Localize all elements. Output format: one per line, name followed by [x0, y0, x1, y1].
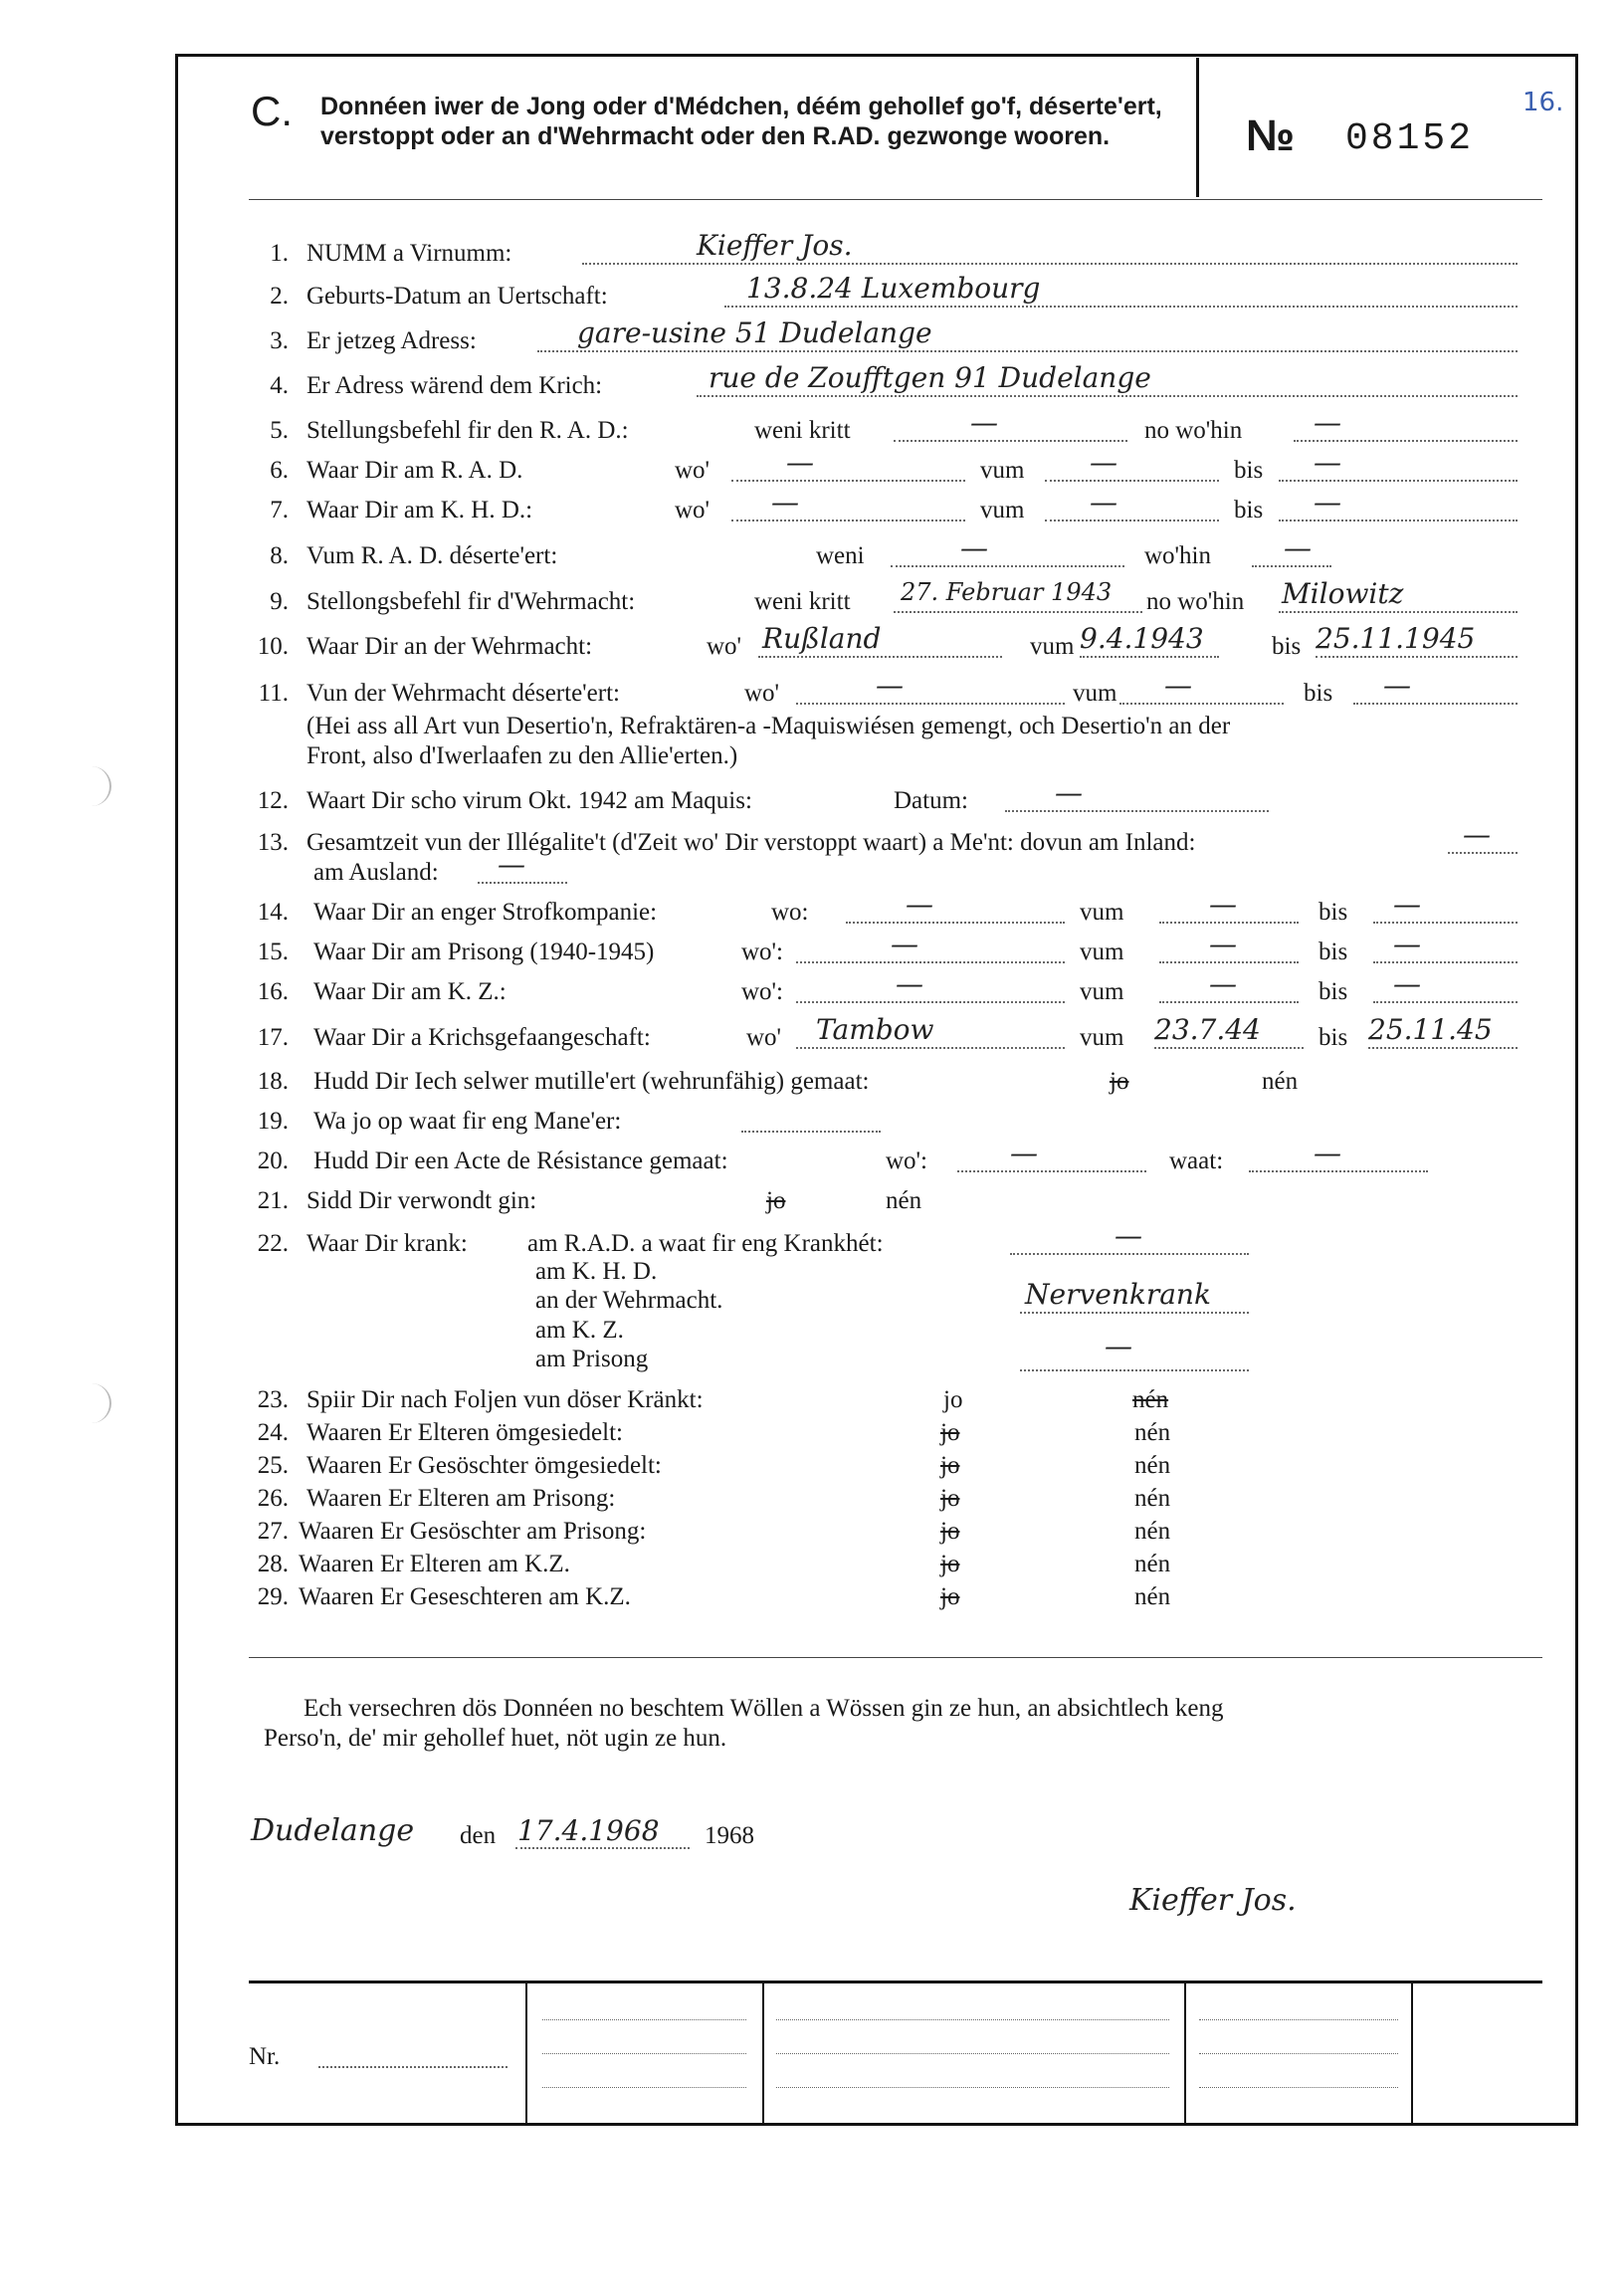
- blank-dash: —: [1090, 446, 1117, 479]
- section-title: Donnéen iwer de Jong oder d'Médchen, déém gehollef go'f, déserte'ert, verstoppt oder an d'Wehrmacht oder den R.AD. gezwonge wooren.: [320, 93, 1162, 150]
- field-value-pow-from: 23.7.44: [1154, 1013, 1261, 1046]
- field-label-wehrmacht-desert: Vun der Wehrmacht déserte'ert:: [306, 680, 620, 707]
- blank-dash: —: [786, 446, 814, 479]
- item-number: 22.: [257, 1230, 289, 1257]
- dotted-line: [1279, 611, 1518, 613]
- sub-label: vum: [980, 457, 1025, 484]
- sub-label: bis: [1319, 978, 1348, 1005]
- item-number: 3.: [270, 327, 289, 354]
- field-label-sick: Waar Dir krank:: [306, 1230, 468, 1257]
- field-label-rad: Waar Dir am R. A. D.: [306, 457, 523, 484]
- dotted-line: [1252, 565, 1331, 567]
- dotted-line: [1353, 703, 1518, 705]
- blank-dash: —: [1115, 1219, 1142, 1252]
- dotted-line: [478, 882, 567, 884]
- sub-label: vum: [1073, 680, 1117, 707]
- sub-label: vum: [1080, 899, 1124, 926]
- field-value-wehrmacht-where: Rußland: [762, 622, 882, 655]
- form-number: 08152: [1345, 117, 1475, 160]
- sub-label: weni kritt: [754, 417, 851, 444]
- field-label-resistance: Hudd Dir een Acte de Résistance gemaat:: [313, 1147, 728, 1174]
- blank-dash: —: [1314, 1137, 1341, 1169]
- dotted-line: [1373, 1001, 1518, 1003]
- dotted-line: [1316, 656, 1518, 658]
- item-number: 11.: [258, 680, 289, 707]
- item-number: 15.: [257, 938, 289, 965]
- header-divider: [1196, 58, 1199, 197]
- field-label-pow: Waar Dir a Krichsgefaangeschaft:: [313, 1024, 651, 1051]
- sub-label: wo': [707, 633, 742, 660]
- field-value-wehrmacht-to: 25.11.1945: [1316, 622, 1476, 655]
- item-number: 19.: [257, 1108, 289, 1135]
- blank-dash: —: [906, 888, 933, 921]
- sub-label: am K. Z.: [535, 1317, 624, 1344]
- dotted-line: [724, 306, 1518, 308]
- option-nen: nén: [1134, 1485, 1171, 1512]
- punch-hole: [92, 1383, 111, 1423]
- item-number: 5.: [270, 417, 289, 444]
- blank-dash: —: [1105, 1330, 1132, 1362]
- blank-dash: —: [1209, 888, 1237, 921]
- sub-label: wo'hin: [1144, 542, 1212, 569]
- item-number: 14.: [257, 899, 289, 926]
- dotted-line: [731, 480, 965, 482]
- dotted-line: [741, 1131, 881, 1133]
- item-number: 27.: [257, 1518, 289, 1545]
- dotted-line: [537, 350, 1518, 352]
- option-nen-struck: nén: [1132, 1386, 1169, 1413]
- punch-hole: [92, 766, 111, 806]
- item-number: 17.: [257, 1024, 289, 1051]
- dotted-line: [776, 2087, 1169, 2088]
- sub-label: vum: [980, 497, 1025, 523]
- field-label-illegality: Gesamtzeit vun der Illégalite't (d'Zeit wo' Dir verstoppt waart) a Me'nt: dovun am Inland:: [306, 829, 1196, 856]
- dotted-line: [542, 2053, 746, 2054]
- dotted-line: [796, 703, 1065, 705]
- dotted-line: [796, 1047, 1065, 1049]
- field-label-rad-order: Stellungsbefehl fir den R. A. D.:: [306, 417, 629, 444]
- sub-label: wo': [744, 680, 780, 707]
- sub-label: vum: [1080, 938, 1124, 965]
- field-value-war-address: rue de Zoufftgen 91 Dudelange: [709, 361, 1151, 394]
- option-jo-struck: jo: [940, 1583, 960, 1610]
- signature-name: Kieffer Jos.: [1129, 1883, 1297, 1918]
- field-label-wehrmacht-order: Stellongsbefehl fir d'Wehrmacht:: [306, 588, 636, 615]
- blank-dash: —: [1055, 776, 1083, 809]
- footer-nr-label: Nr.: [249, 2043, 281, 2070]
- field-label-war-address: Er Adress wärend dem Krich:: [306, 372, 603, 399]
- dotted-line: [894, 611, 1142, 613]
- dotted-line: [894, 440, 1127, 442]
- dotted-line: [1373, 961, 1518, 963]
- dotted-line: [1045, 520, 1219, 521]
- sub-label: vum: [1030, 633, 1075, 660]
- item-number: 24.: [257, 1419, 289, 1446]
- blank-dash: —: [876, 669, 904, 702]
- dotted-line: [1159, 1001, 1299, 1003]
- sub-label: an der Wehrmacht.: [535, 1287, 723, 1314]
- dotted-line: [1199, 2019, 1398, 2020]
- sub-label: wo':: [741, 978, 784, 1005]
- item-number: 18.: [257, 1068, 289, 1095]
- option-jo-struck: jo: [766, 1187, 786, 1214]
- blank-dash: —: [1010, 1137, 1038, 1169]
- sub-label: bis: [1319, 938, 1348, 965]
- item-number: 25.: [257, 1452, 289, 1479]
- sub-label: vum: [1080, 978, 1124, 1005]
- sub-label: bis: [1304, 680, 1333, 707]
- sub-label: wo':: [886, 1147, 928, 1174]
- item-number: 12.: [257, 787, 289, 814]
- sub-label: vum: [1080, 1024, 1124, 1051]
- dotted-line: [1154, 1047, 1304, 1049]
- dotted-line: [1005, 810, 1269, 812]
- sub-label: bis: [1319, 1024, 1348, 1051]
- field-label-parents-kz: Waaren Er Elteren am K.Z.: [299, 1551, 570, 1577]
- dotted-line: [1199, 2087, 1398, 2088]
- field-label-siblings-resettled: Waaren Er Gesöschter ömgesiedelt:: [306, 1452, 662, 1479]
- dotted-line: [515, 1847, 690, 1849]
- signature-place: Dudelange: [251, 1813, 415, 1848]
- field-label-parents-prison: Waaren Er Elteren am Prisong:: [306, 1485, 616, 1512]
- dotted-line: [1368, 1047, 1518, 1049]
- dotted-line: [1279, 480, 1518, 482]
- item-number: 2.: [270, 283, 289, 310]
- option-nen: nén: [886, 1187, 922, 1214]
- option-jo-struck: jo: [940, 1419, 960, 1446]
- field-label-parents-resettled: Waaren Er Elteren ömgesiedelt:: [306, 1419, 623, 1446]
- dotted-line: [1119, 703, 1284, 705]
- field-label-strafkompanie: Waar Dir an enger Strofkompanie:: [313, 899, 658, 926]
- field-label-kz: Waar Dir am K. Z.:: [313, 978, 507, 1005]
- option-jo: jo: [943, 1386, 963, 1413]
- sub-label: wo':: [741, 938, 784, 965]
- dotted-line: [1448, 852, 1518, 854]
- item-number: 8.: [270, 542, 289, 569]
- dotted-line: [318, 2066, 508, 2068]
- dotted-line: [957, 1170, 1146, 1172]
- dotted-line: [1249, 1170, 1428, 1172]
- sub-label: wo': [746, 1024, 782, 1051]
- blank-dash: —: [1393, 888, 1421, 921]
- option-nen: nén: [1134, 1518, 1171, 1545]
- item-number: 1.: [270, 240, 289, 267]
- footer-table: [249, 1980, 1542, 2123]
- option-jo-struck: jo: [940, 1518, 960, 1545]
- sub-label: am Ausland:: [313, 859, 439, 886]
- item-number: 29.: [257, 1583, 289, 1610]
- sub-label: am R.A.D. a waat fir eng Krankhét:: [527, 1230, 884, 1257]
- field-label-consequences: Spiir Dir nach Foljen vun döser Kränkt:: [306, 1386, 704, 1413]
- field-label-siblings-prison: Waaren Er Gesöschter am Prisong:: [299, 1518, 647, 1545]
- blank-dash: —: [771, 486, 799, 519]
- dotted-line: [542, 2087, 746, 2088]
- blank-dash: —: [1393, 928, 1421, 960]
- declaration-text: Perso'n, de' mir gehollef huet, nöt ugin ze hun.: [264, 1725, 727, 1752]
- sub-label: am K. H. D.: [535, 1258, 658, 1285]
- item-number: 23.: [257, 1386, 289, 1413]
- table-divider: [1411, 1983, 1413, 2123]
- section-rule: [249, 1657, 1542, 1658]
- sub-label: wo': [675, 497, 710, 523]
- item-number: 6.: [270, 457, 289, 484]
- handwritten-corner-note: 16.: [1522, 88, 1564, 117]
- field-label-maquis: Waart Dir scho virum Okt. 1942 am Maquis:: [306, 787, 752, 814]
- blank-dash: —: [1209, 967, 1237, 1000]
- field-value-address: gare-usine 51 Dudelange: [577, 316, 932, 349]
- sub-label: no wo'hin: [1146, 588, 1245, 615]
- option-jo-struck: jo: [940, 1452, 960, 1479]
- field-label-siblings-kz: Waaren Er Geseschteren am K.Z.: [299, 1583, 631, 1610]
- field-label-wehrmacht: Waar Dir an der Wehrmacht:: [306, 633, 593, 660]
- dotted-line: [1159, 922, 1299, 924]
- blank-dash: —: [891, 928, 918, 960]
- sub-label: wo': [675, 457, 710, 484]
- item-number: 21.: [257, 1187, 289, 1214]
- blank-dash: —: [970, 406, 998, 439]
- sub-label: bis: [1319, 899, 1348, 926]
- option-nen: nén: [1134, 1419, 1171, 1446]
- dotted-line: [1159, 961, 1299, 963]
- option-jo-struck: jo: [940, 1485, 960, 1512]
- sub-label: weni kritt: [754, 588, 851, 615]
- field-label-birth: Geburts-Datum an Uertschaft:: [306, 283, 608, 310]
- dotted-line: [796, 961, 1065, 963]
- field-value-name: Kieffer Jos.: [697, 229, 853, 262]
- table-divider: [762, 1983, 764, 2123]
- sub-label: bis: [1272, 633, 1302, 660]
- note-line: Front, also d'Iwerlaafen zu den Allie'erten.): [306, 742, 738, 769]
- option-jo-struck: jo: [1110, 1068, 1129, 1095]
- declaration-text: Ech versechren dös Donnéen no beschtem Wöllen a Wössen gin ze hun, an absichtlech keng: [304, 1695, 1224, 1722]
- item-number: 28.: [257, 1551, 289, 1577]
- item-number: 20.: [257, 1147, 289, 1174]
- form-number-label: №: [1246, 111, 1296, 160]
- dotted-line: [697, 395, 1518, 397]
- field-label-wounded: Sidd Dir verwondt gin:: [306, 1187, 537, 1214]
- blank-dash: —: [1164, 669, 1192, 702]
- field-value-order-destination: Milowitz: [1282, 577, 1404, 610]
- item-number: 26.: [257, 1485, 289, 1512]
- table-divider: [525, 1983, 527, 2123]
- section-letter: C.: [251, 88, 293, 134]
- field-value-pow-where: Tambow: [816, 1013, 934, 1046]
- dotted-line: [796, 1001, 1065, 1003]
- dotted-line: [582, 263, 1518, 265]
- field-value-wehrmacht-from: 9.4.1943: [1080, 622, 1204, 655]
- dotted-line: [758, 656, 1002, 658]
- dotted-line: [776, 2053, 1169, 2054]
- sub-label: Datum:: [894, 787, 968, 814]
- item-number: 9.: [270, 588, 289, 615]
- sub-label: bis: [1234, 457, 1264, 484]
- field-value-pow-to: 25.11.45: [1368, 1013, 1493, 1046]
- table-divider: [1184, 1983, 1186, 2123]
- blank-dash: —: [1463, 818, 1491, 851]
- option-jo-struck: jo: [940, 1551, 960, 1577]
- dotted-line: [542, 2019, 746, 2020]
- dotted-line: [1279, 520, 1518, 521]
- sub-label: waat:: [1169, 1147, 1224, 1174]
- dotted-line: [846, 922, 1065, 924]
- blank-dash: —: [1314, 406, 1341, 439]
- note-line: (Hei ass all Art vun Desertio'n, Refraktären-a -Maquiswiésen gemengt, och Desertio'n an der: [306, 713, 1231, 739]
- signature-den: den: [460, 1822, 497, 1849]
- blank-dash: —: [1383, 669, 1411, 702]
- dotted-line: [776, 2019, 1169, 2020]
- field-label-address: Er jetzeg Adress:: [306, 327, 477, 354]
- header-rule: [249, 199, 1542, 200]
- field-label-self-mutilation: Hudd Dir Iech selwer mutille'ert (wehrunfähig) gemaat:: [313, 1068, 870, 1095]
- field-label-rad-desert: Vum R. A. D. déserte'ert:: [306, 542, 558, 569]
- option-nen: nén: [1134, 1452, 1171, 1479]
- blank-dash: —: [1090, 486, 1117, 519]
- blank-dash: —: [498, 848, 525, 881]
- item-number: 4.: [270, 372, 289, 399]
- item-number: 13.: [257, 829, 289, 856]
- signature-date: 17.4.1968: [517, 1814, 660, 1847]
- dotted-line: [1373, 922, 1518, 924]
- blank-dash: —: [1314, 446, 1341, 479]
- dotted-line: [1294, 440, 1518, 442]
- dotted-line: [1020, 1312, 1249, 1314]
- dotted-line: [1020, 1369, 1249, 1371]
- item-number: 7.: [270, 497, 289, 523]
- option-nen: nén: [1134, 1583, 1171, 1610]
- field-label-manner: Wa jo op waat fir eng Mane'er:: [313, 1108, 622, 1135]
- sub-label: bis: [1234, 497, 1264, 523]
- blank-dash: —: [1284, 531, 1312, 564]
- field-value-birth: 13.8.24 Luxembourg: [746, 272, 1041, 305]
- dotted-line: [1045, 480, 1219, 482]
- sub-label: wo:: [771, 899, 809, 926]
- dotted-line: [1080, 656, 1219, 658]
- dotted-line: [1010, 1253, 1249, 1255]
- field-value-order-date: 27. Februar 1943: [901, 578, 1113, 606]
- blank-dash: —: [1314, 486, 1341, 519]
- field-label-prison: Waar Dir am Prisong (1940-1945): [313, 938, 655, 965]
- field-value-illness: Nervenkrank: [1025, 1278, 1211, 1311]
- option-nen: nén: [1262, 1068, 1299, 1095]
- signature-year: 1968: [705, 1822, 754, 1849]
- blank-dash: —: [1393, 967, 1421, 1000]
- field-label-name: NUMM a Virnumm:: [306, 240, 512, 267]
- sub-label: weni: [816, 542, 865, 569]
- field-label-khd: Waar Dir am K. H. D.:: [306, 497, 533, 523]
- item-number: 16.: [257, 978, 289, 1005]
- dotted-line: [891, 565, 1124, 567]
- item-number: 10.: [257, 633, 289, 660]
- sub-label: no wo'hin: [1144, 417, 1243, 444]
- option-nen: nén: [1134, 1551, 1171, 1577]
- blank-dash: —: [896, 967, 923, 1000]
- dotted-line: [731, 520, 965, 521]
- blank-dash: —: [1209, 928, 1237, 960]
- sub-label: am Prisong: [535, 1346, 649, 1372]
- blank-dash: —: [960, 531, 988, 564]
- dotted-line: [1199, 2053, 1398, 2054]
